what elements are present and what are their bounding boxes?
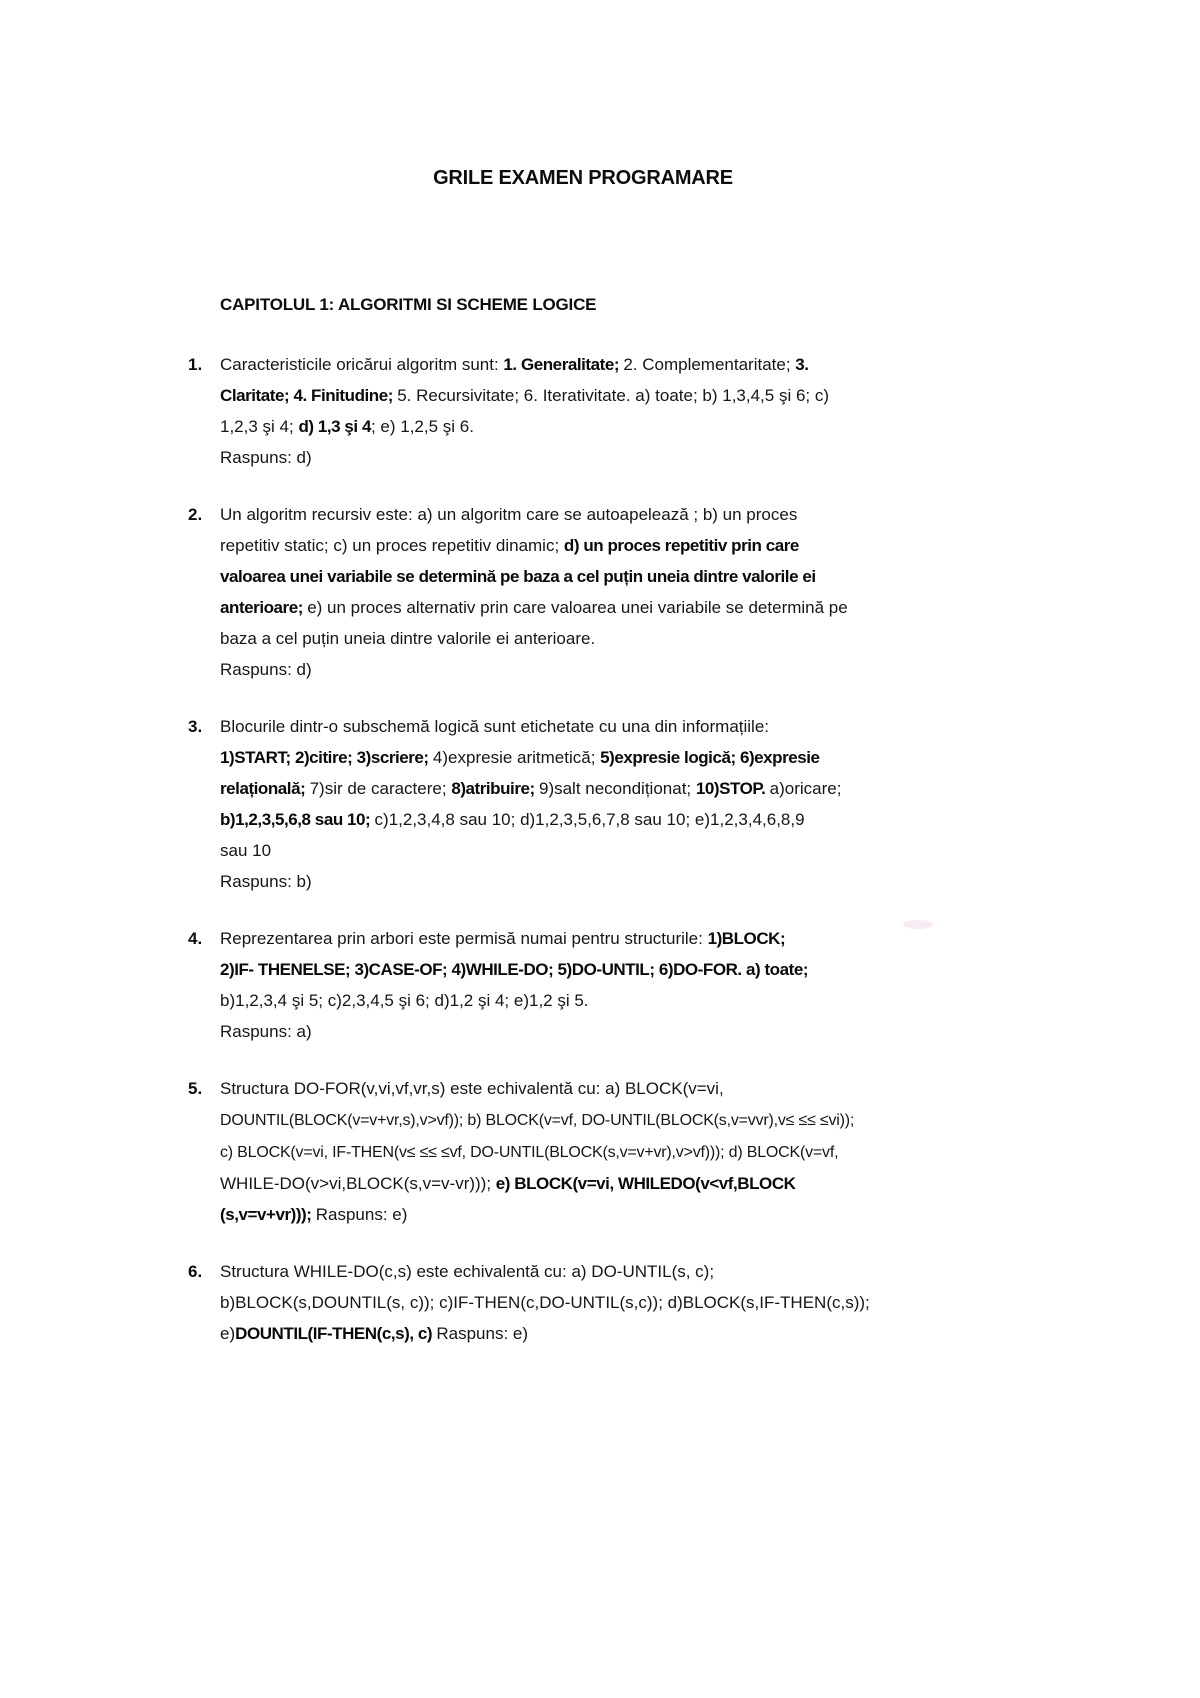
stray-highlight-mark <box>903 920 933 929</box>
text-segment: d) un proces repetitiv prin care <box>563 536 799 555</box>
text-segment: 1. Generalitate; <box>503 355 624 374</box>
question-item <box>188 349 978 473</box>
text-segment: DOUNTIL(BLOCK(v=v+vr,s),v>vf)); b) BLOCK(v=vf, DO-UNTIL(BLOCK(s,v=vvr),v≤ ≤≤ ≤vi)); <box>220 1112 855 1129</box>
text-segment: 2)IF- THENELSE; 3)CASE-OF; 4)WHILE-DO; 5)DO-UNTIL; 6)DO-FOR. a) toate; <box>220 960 809 979</box>
text-segment: Raspuns: e) <box>315 1205 408 1224</box>
text-segment: 4)expresie aritmetică; <box>432 748 601 767</box>
question-line <box>220 499 978 530</box>
question-item <box>188 1073 978 1230</box>
question-item <box>188 923 978 1047</box>
text-segment: DOUNTIL(IF-THEN(c,s), c) <box>235 1324 437 1343</box>
text-segment: d) 1,3 şi 4 <box>298 417 371 436</box>
text-segment: Raspuns: d) <box>220 448 312 467</box>
text-segment: WHILE-DO(v>vi,BLOCK(s,v=v-vr))); <box>220 1174 496 1193</box>
chapter-heading: CAPITOLUL 1: ALGORITMI SI SCHEME LOGICE <box>220 295 597 314</box>
question-number: 4. <box>188 929 203 948</box>
question-item <box>188 1256 978 1349</box>
text-segment: Raspuns: d) <box>220 660 312 679</box>
question-line <box>220 1104 978 1136</box>
question-body <box>220 923 978 1047</box>
text-segment: anterioare; <box>220 598 308 617</box>
question-number: 3. <box>188 717 203 736</box>
text-segment: 10)STOP. <box>695 779 770 798</box>
question-line <box>220 561 978 592</box>
question-line <box>220 1168 978 1199</box>
text-segment: 1,2,3 şi 4; <box>220 417 299 436</box>
questions-list <box>188 349 978 1349</box>
question-line <box>220 773 978 804</box>
text-segment: sau 10 <box>220 841 272 860</box>
question-line <box>220 442 978 473</box>
question-item <box>188 711 978 897</box>
text-segment: 5)expresie logică; 6)expresie <box>600 748 820 767</box>
question-line <box>220 1136 978 1168</box>
question-body <box>220 1256 978 1349</box>
question-number: 6. <box>188 1262 203 1281</box>
text-segment: Raspuns: b) <box>220 872 312 891</box>
text-segment: 7)sir de caractere; <box>309 779 452 798</box>
question-number: 5. <box>188 1079 203 1098</box>
text-segment: 1)START; 2)citire; 3)scriere; <box>220 748 433 767</box>
text-segment: relațională; <box>220 779 310 798</box>
text-segment: e) un proces alternativ prin care valoarea unei variabile se determină pe <box>307 598 848 617</box>
question-line <box>220 380 978 411</box>
text-segment: b)BLOCK(s,DOUNTIL(s, c)); c)IF-THEN(c,DO-UNTIL(s,c)); d)BLOCK(s,IF-THEN(c,s)); <box>220 1293 870 1312</box>
text-segment: b)1,2,3,5,6,8 sau 10; <box>220 810 375 829</box>
question-item <box>188 499 978 685</box>
text-segment: Caracteristicile oricărui algoritm sunt: <box>220 355 504 374</box>
question-line <box>220 1256 978 1287</box>
question-line <box>220 742 978 773</box>
text-segment: e) BLOCK(v=vi, WHILEDO(v<vf,BLOCK <box>495 1174 796 1193</box>
text-segment: e) <box>220 1324 236 1343</box>
question-line <box>220 923 978 954</box>
question-line <box>220 1073 978 1104</box>
question-line <box>220 804 978 835</box>
question-body <box>220 711 978 897</box>
text-segment: Reprezentarea prin arbori este permisă numai pentru structurile: <box>220 929 708 948</box>
question-number: 2. <box>188 505 203 524</box>
text-segment: 9)salt necondiționat; <box>538 779 696 798</box>
text-segment: b)1,2,3,4 şi 5; c)2,3,4,5 şi 6; d)1,2 şi 4; e)1,2 şi 5. <box>220 991 589 1010</box>
text-segment: c)1,2,3,4,8 sau 10; d)1,2,3,5,6,7,8 sau 10; e)1,2,3,4,6,8,9 <box>374 810 805 829</box>
question-line <box>220 835 978 866</box>
text-segment: (s,v=v+vr))); <box>220 1205 316 1224</box>
text-segment: Structura WHILE-DO(c,s) este echivalentă cu: a) DO-UNTIL(s, c); <box>220 1262 715 1281</box>
text-segment: baza a cel puțin uneia dintre valorile ei anterioare. <box>220 629 596 648</box>
text-segment: c) BLOCK(v=vi, IF-THEN(v≤ ≤≤ ≤vf, DO-UNTIL(BLOCK(s,v=v+vr),v>vf))); d) BLOCK(v=vf, <box>220 1144 839 1161</box>
text-segment: 8)atribuire; <box>451 779 539 798</box>
text-segment: ; e) 1,2,5 şi 6. <box>370 417 474 436</box>
text-segment: a)oricare; <box>769 779 842 798</box>
text-segment: 5. Recursivitate; 6. Iterativitate. a) toate; b) 1,3,4,5 şi 6; c) <box>397 386 830 405</box>
question-line <box>220 411 978 442</box>
question-line <box>220 592 978 623</box>
question-line <box>220 985 978 1016</box>
question-line <box>220 1287 978 1318</box>
question-line <box>220 954 978 985</box>
text-segment: 2. Complementaritate; <box>623 355 796 374</box>
question-line <box>220 1318 978 1349</box>
text-segment: Raspuns: e) <box>436 1324 529 1343</box>
text-segment: Claritate; 4. Finitudine; <box>220 386 398 405</box>
text-segment: repetitiv static; c) un proces repetitiv dinamic; <box>220 536 564 555</box>
document-content <box>188 166 978 1349</box>
text-segment: Un algoritm recursiv este: a) un algoritm care se autoapelează ; b) un proces <box>220 505 798 524</box>
text-segment: valoarea unei variabile se determină pe baza a cel puțin uneia dintre valorile ei <box>220 567 816 586</box>
question-line <box>220 530 978 561</box>
text-segment: Blocurile dintr-o subschemă logică sunt etichetate cu una din informațiile: <box>220 717 770 736</box>
question-line <box>220 349 978 380</box>
text-segment: Raspuns: a) <box>220 1022 312 1041</box>
question-body <box>220 499 978 685</box>
question-line <box>220 1016 978 1047</box>
question-line <box>220 1199 978 1230</box>
question-body <box>220 349 978 473</box>
question-line <box>220 711 978 742</box>
text-segment: 1)BLOCK; <box>707 929 786 948</box>
text-segment: Structura DO-FOR(v,vi,vf,vr,s) este echivalentă cu: a) BLOCK(v=vi, <box>220 1079 724 1098</box>
document-title: GRILE EXAMEN PROGRAMARE <box>433 167 733 189</box>
question-line <box>220 654 978 685</box>
question-number: 1. <box>188 355 203 374</box>
question-body <box>220 1073 978 1230</box>
question-line <box>220 866 978 897</box>
text-segment: 3. <box>795 355 809 374</box>
question-line <box>220 623 978 654</box>
